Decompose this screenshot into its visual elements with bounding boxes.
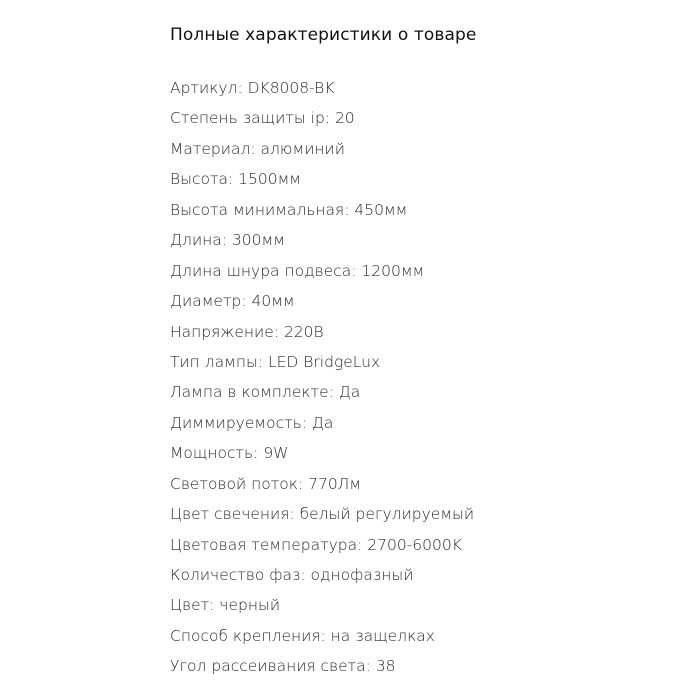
spec-row-color-temperature: Цветовая температура: 2700-6000K xyxy=(170,535,462,554)
spec-row-light-color: Цвет свечения: белый регулируемый xyxy=(170,505,475,524)
spec-row-mounting: Способ крепления: на защелках xyxy=(170,626,435,645)
spec-row-lamp-type: Тип лампы: LED BridgeLux xyxy=(170,352,381,371)
spec-row-color: Цвет: черный xyxy=(170,596,281,615)
spec-row-power: Мощность: 9W xyxy=(170,444,289,463)
spec-row-cord-length: Длина шнура подвеса: 1200мм xyxy=(170,261,425,280)
specs-title: Полные характеристики о товаре xyxy=(170,25,477,45)
spec-row-dimmable: Диммируемость: Да xyxy=(170,413,334,432)
spec-row-material: Материал: алюминий xyxy=(170,139,345,158)
spec-row-min-height: Высота минимальная: 450мм xyxy=(170,200,408,219)
spec-row-diameter: Диаметр: 40мм xyxy=(170,292,295,311)
spec-row-length: Длина: 300мм xyxy=(170,231,285,250)
spec-row-article: Артикул: DK8008-BK xyxy=(170,79,335,97)
spec-list xyxy=(170,73,474,682)
spec-row-lamp-included: Лампа в комплекте: Да xyxy=(170,383,361,402)
spec-row-ip-rating: Степень защиты ip: 20 xyxy=(170,109,355,128)
spec-row-phases: Количество фаз: однофазный xyxy=(170,566,414,584)
spec-row-beam-angle: Угол рассеивания света: 38 xyxy=(170,657,396,676)
spec-row-voltage: Напряжение: 220В xyxy=(170,322,324,341)
spec-row-luminous-flux: Световой поток: 770Лм xyxy=(170,474,362,493)
spec-row-height: Высота: 1500мм xyxy=(170,170,302,189)
product-specs-panel xyxy=(170,20,670,676)
